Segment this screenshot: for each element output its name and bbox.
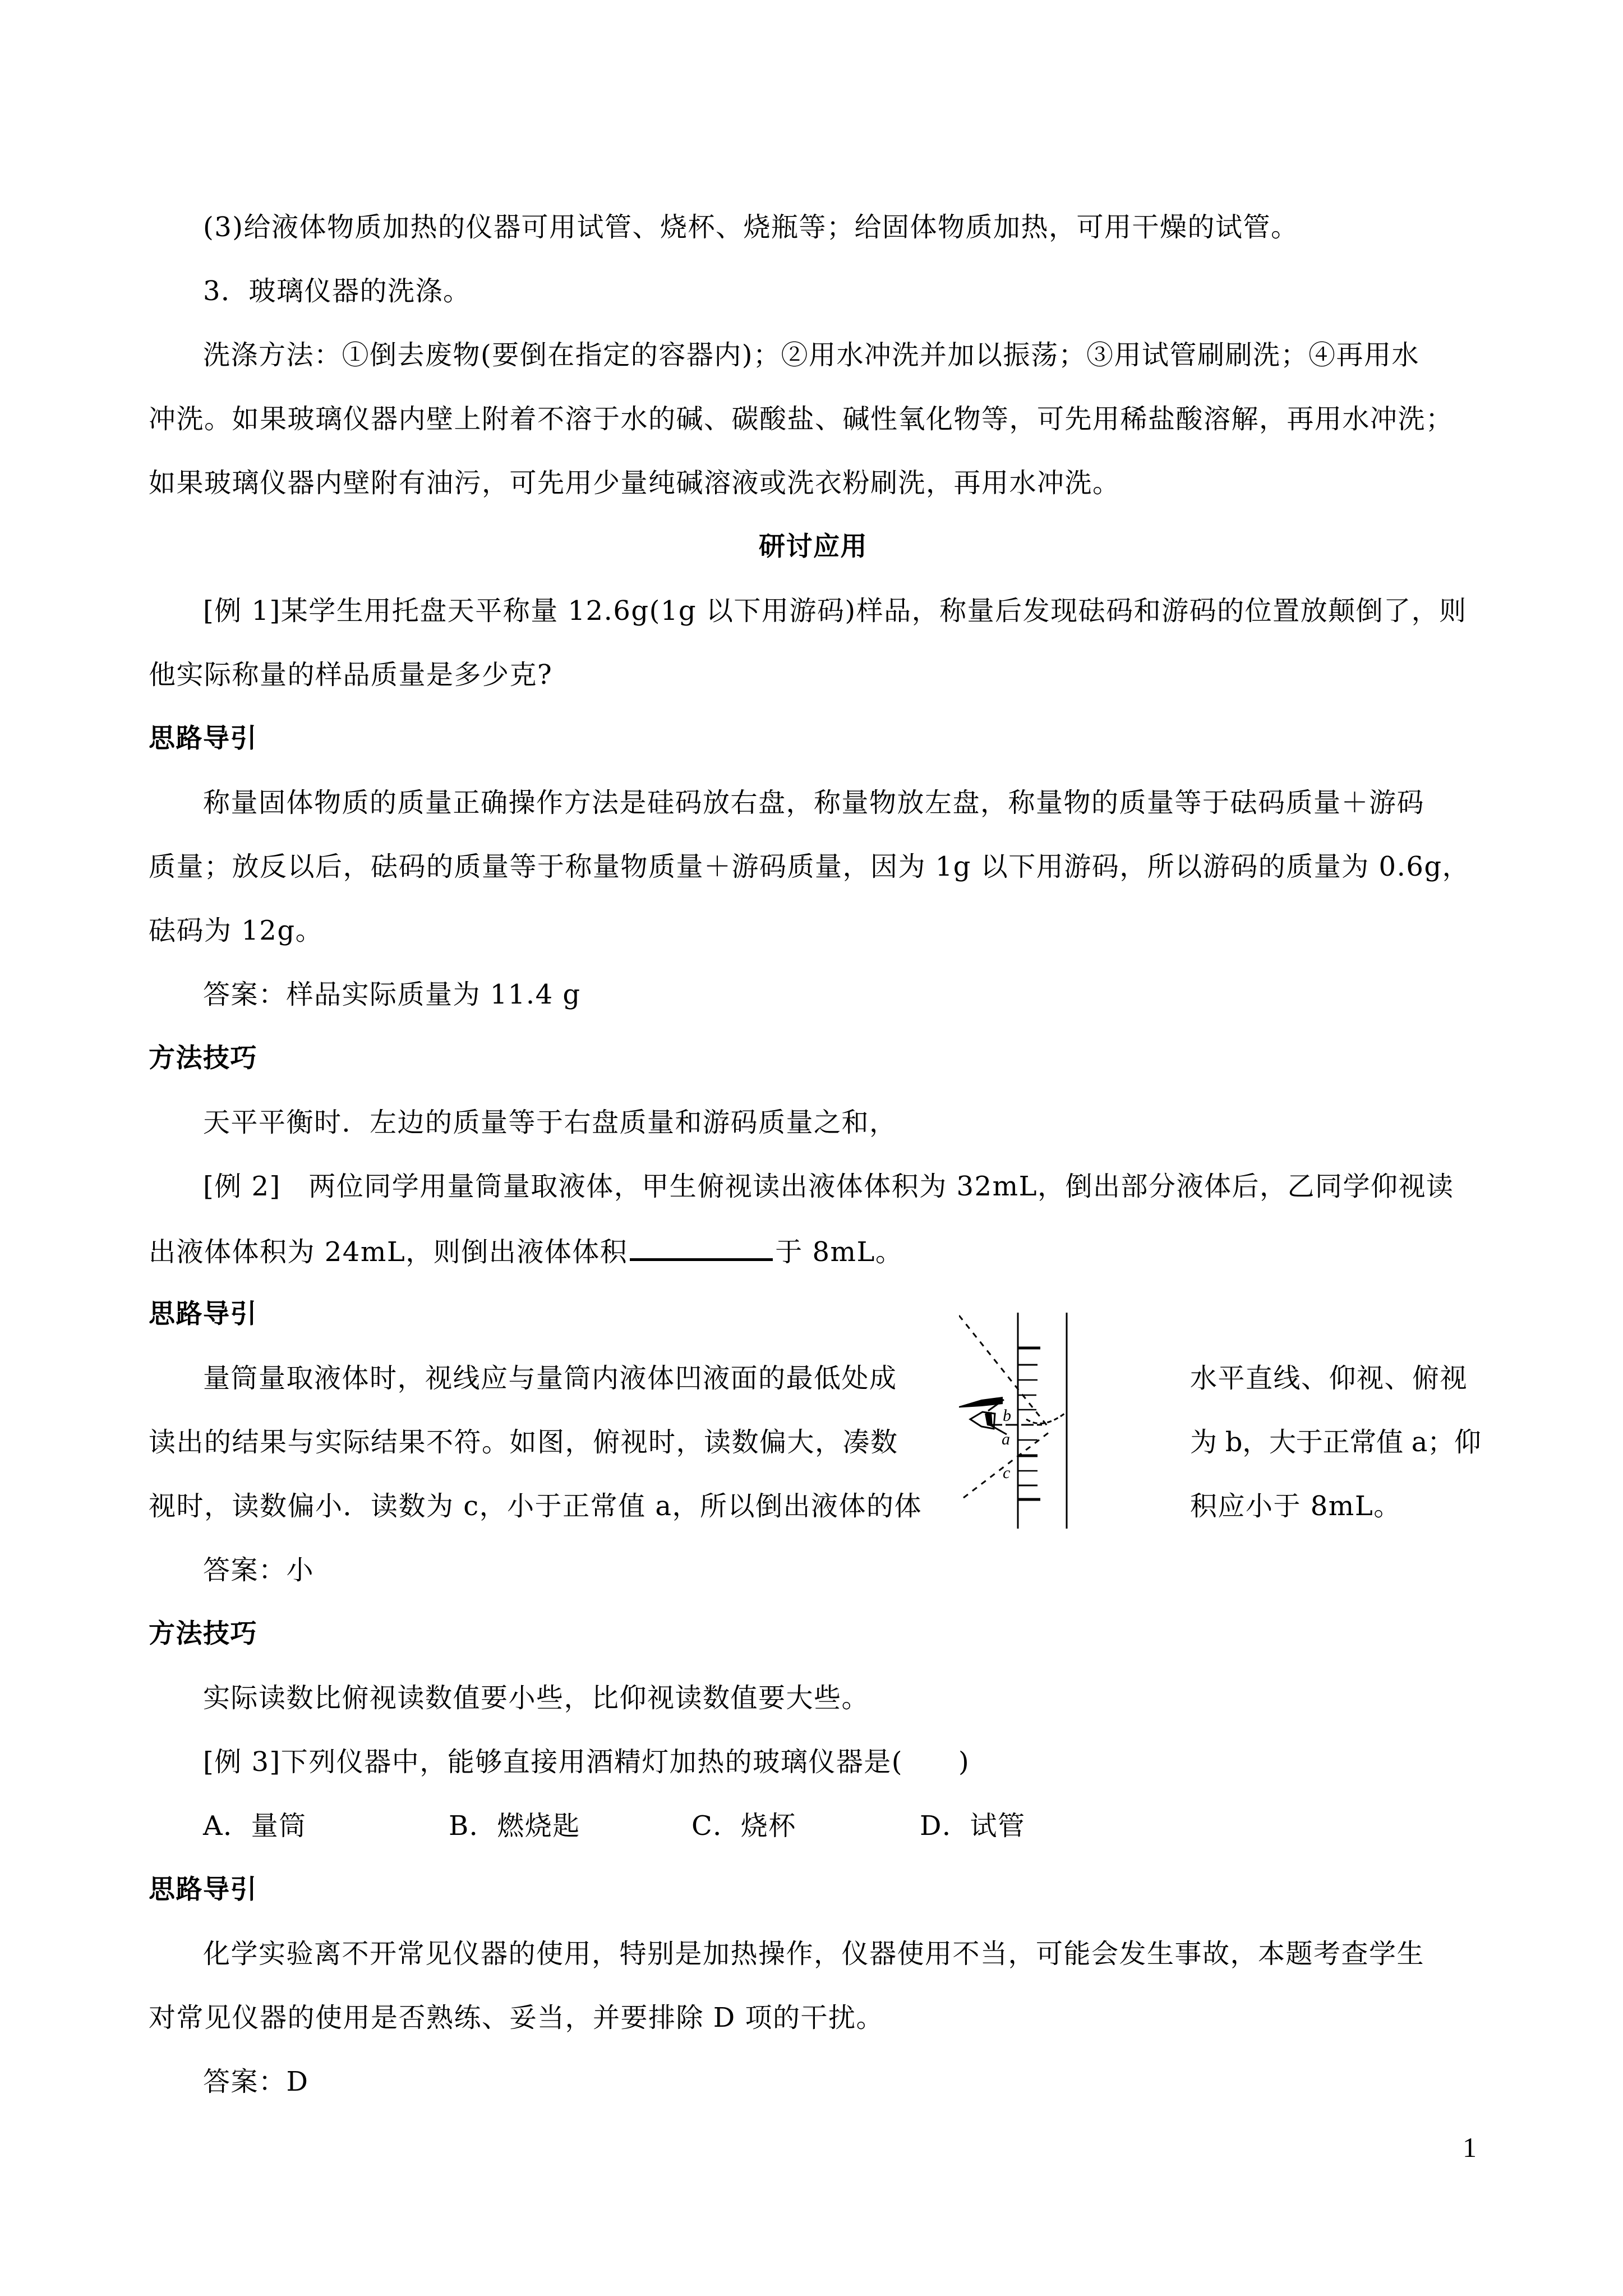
example2-tips: 实际读数比俯视读数值要小些，比仰视读数值要大些。 (203, 1682, 870, 1714)
example2-question-after: 于 8mL。 (775, 1236, 903, 1268)
example1-answer: 答案：样品实际质量为 11.4 g (203, 979, 581, 1010)
example2-question: [例 2] 两位同学用量筒量取液体，甲生俯视读出液体体积为 32mL，倒出部分液体后，乙同学仰视读 (203, 1171, 1454, 1202)
example3-question: [例 3]下列仪器中，能够直接用酒精灯加热的玻璃仪器是( ) (203, 1746, 970, 1778)
option-b[interactable]: B．燃烧匙 (449, 1810, 580, 1842)
example1-guide-line: 称量固体物质的质量正确操作方法是硅码放右盘，称量物放左盘，称量物的质量等于砝码质量＋游码 (203, 787, 1425, 818)
example2-question-line2 (149, 1234, 1478, 1267)
figure-svg (959, 1310, 1150, 1531)
example3-guide-line: 化学实验离不开常见仪器的使用，特别是加热操作，仪器使用不当，可能会发生事故，本题考查学生 (203, 1938, 1425, 1970)
example2-guide-right: 为 b，大于正常值 a；仰 (1190, 1427, 1481, 1458)
option-c[interactable]: C．烧杯 (691, 1810, 796, 1842)
meniscus (1026, 1412, 1067, 1424)
example2-guide-right: 水平直线、仰视、俯视 (1190, 1363, 1468, 1394)
section-washing-title: 3．玻璃仪器的洗涤。 (203, 275, 471, 307)
example1-guide-line: 质量；放反以后，砝码的质量等于称量物质量＋游码质量，因为 1g 以下用游码，所以游码的质量为 0.6g， (149, 851, 1470, 882)
example2-guide-heading: 思路导引 (149, 1299, 257, 1329)
example2-guide-left: 读出的结果与实际结果不符。如图，俯视时，读数偏大，凑数 (149, 1427, 898, 1458)
washing-line: 冲洗。如果玻璃仪器内壁上附着不溶于水的碱、碳酸盐、碱性氧化物等，可先用稀盐酸溶解，再用水冲洗； (149, 403, 1454, 435)
label-a: a (1002, 1430, 1010, 1448)
example1-question: [例 1]某学生用托盘天平称量 12.6g(1g 以下用游码)样品，称量后发现砝码和游码的位置放颠倒了，则 (203, 595, 1467, 627)
page-number: 1 (1463, 2132, 1477, 2163)
example2-tips-heading: 方法技巧 (149, 1618, 257, 1649)
cylinder-reading-figure (959, 1310, 1150, 1531)
example2-guide-right: 积应小于 8mL。 (1190, 1490, 1401, 1522)
eye-icon (959, 1397, 1007, 1434)
option-a[interactable]: A．量筒 (203, 1810, 307, 1842)
label-b: b (1003, 1406, 1011, 1425)
option-d[interactable]: D．试管 (920, 1810, 1026, 1842)
example2-guide-left: 量筒量取液体时，视线应与量筒内液体凹液面的最低处成 (203, 1363, 897, 1394)
answer-blank[interactable] (630, 1234, 773, 1261)
washing-line: 洗涤方法：①倒去废物(要倒在指定的容器内)；②用水冲洗并加以振荡；③用试管刷刷洗；④再用水 (203, 339, 1419, 371)
example2-answer: 答案：小 (203, 1554, 315, 1586)
example1-tips-heading: 方法技巧 (149, 1043, 257, 1074)
example2-guide-left: 视时，读数偏小．读数为 c，小于正常值 a，所以倒出液体的体 (149, 1490, 923, 1522)
paragraph-heating: (3)给液体物质加热的仪器可用试管、烧杯、烧瓶等；给固体物质加热，可用干燥的试管。 (203, 211, 1299, 243)
section-title: 研讨应用 (759, 531, 868, 562)
example1-guide-line: 砝码为 12g。 (149, 915, 324, 946)
example3-options (149, 1809, 1478, 1843)
label-c: c (1003, 1464, 1011, 1482)
example1-question: 他实际称量的样品质量是多少克? (149, 659, 553, 691)
example2-question-before: 出液体体积为 24mL，则倒出液体体积 (149, 1236, 628, 1268)
example1-guide-heading: 思路导引 (149, 723, 257, 754)
example1-tips: 天平平衡时．左边的质量等于右盘质量和游码质量之和， (203, 1107, 897, 1138)
washing-line: 如果玻璃仪器内壁附有油污，可先用少量纯碱溶液或洗衣粉刷洗，再用水冲洗。 (149, 467, 1121, 499)
example3-answer: 答案：D (203, 2066, 309, 2097)
example3-guide-heading: 思路导引 (149, 1874, 257, 1905)
example3-guide-line: 对常见仪器的使用是否熟练、妥当，并要排除 D 项的干扰。 (149, 2002, 884, 2033)
